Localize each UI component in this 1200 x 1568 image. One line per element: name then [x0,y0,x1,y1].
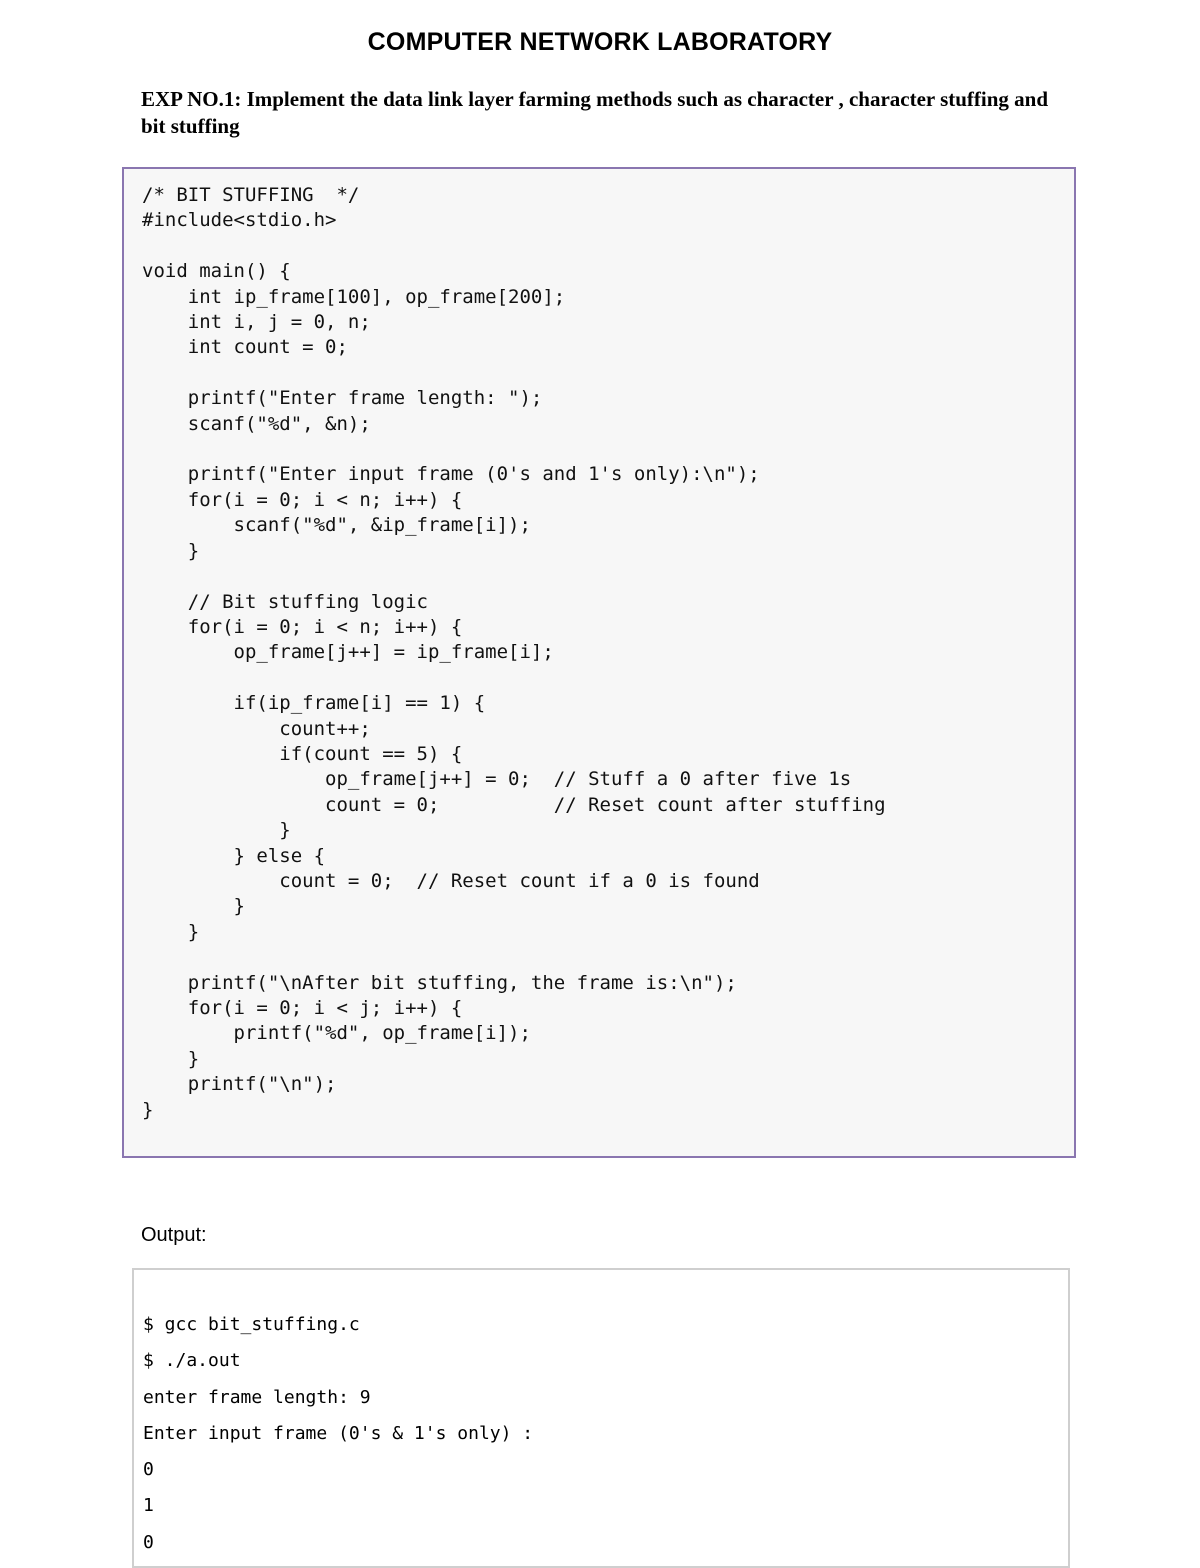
output-line: enter frame length: 9 [143,1386,371,1408]
output-line: 0 [143,1531,154,1553]
output-line: 0 [143,1459,154,1481]
source-code: /* BIT STUFFING */ #include<stdio.h> void main() { int ip_frame[100], op_frame[200]; int i, j = 0, n; int count = 0; printf("Enter frame length: "); scanf("%d", &n); printf("Enter input frame (0's and 1's only):\n"); for(i = 0; i < n; i++) { scanf("%d", &ip_frame[i]); } // Bit stuffing logic for(i = 0; i < n; i++) { op_frame[j++] = ip_frame[i]; if(ip_frame[i] == 1) { count++; if(count == 5) { op_frame[j++] = 0; // Stuff a 0 after five 1s count = 0; // Reset count after stuffing } } else { count = 0; // Reset count if a 0 is found } } printf("\nAfter bit stuffing, the frame is:\n"); for(i = 0; i < j; i++) { printf("%d", op_frame[i]); } printf("\n"); } [142,184,886,1121]
output-block [132,1268,1070,1568]
output-line: $ gcc bit_stuffing.c [143,1314,360,1335]
code-block [122,167,1076,1158]
output-label: Output: [141,1224,207,1246]
experiment-heading: EXP NO.1: Implement the data link layer farming methods such as character , character stuffing and bit stuffing [141,87,1049,138]
output-line: Enter input frame (0's & 1's only) : [143,1422,534,1444]
output-line: $ ./a.out [143,1350,241,1372]
output-lines [143,1311,533,1565]
output-line: 1 [143,1495,154,1517]
page-title: COMPUTER NETWORK LABORATORY [367,28,833,56]
